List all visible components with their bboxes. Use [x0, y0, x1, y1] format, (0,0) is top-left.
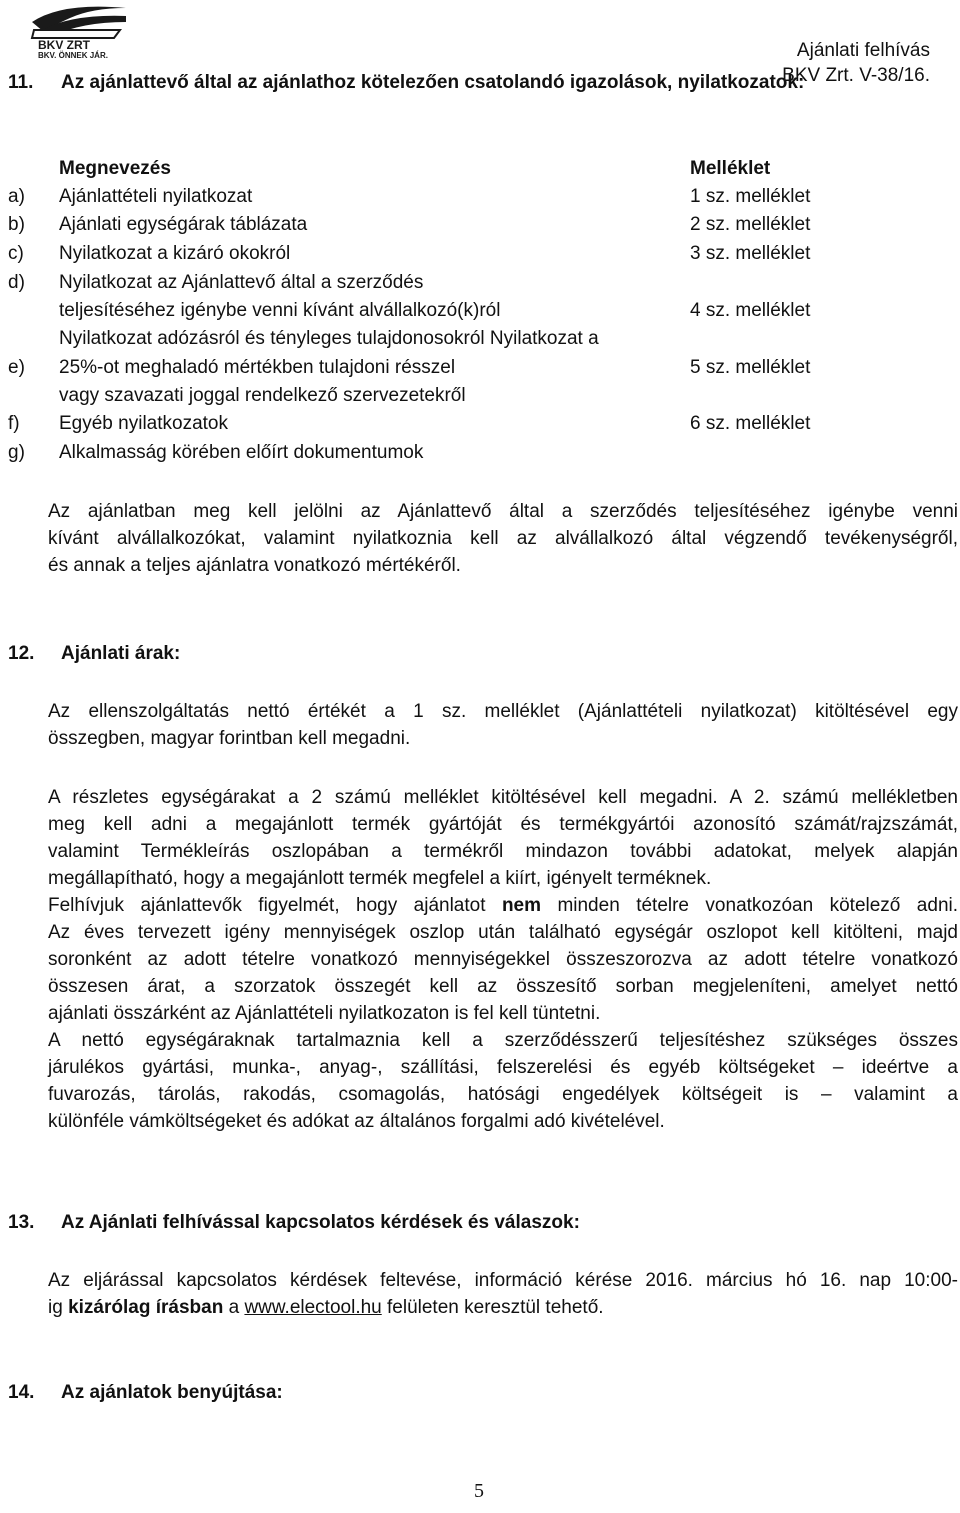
- section-13-paragraph: [48, 1267, 958, 1321]
- section-11-title: Az ajánlattevő által az ajánlathoz kötelezően csatolandó igazolások, nyilatkozatok:: [61, 72, 805, 93]
- emphasis-in-writing: kizárólag írásban: [68, 1297, 224, 1318]
- section-14-title: Az ajánlatok benyújtása:: [61, 1382, 283, 1403]
- row-attachment: 6 sz. melléklet: [690, 413, 811, 434]
- text-run: minden tételre vonatkozóan kötelező adni.: [541, 895, 959, 916]
- row-attachment: 4 sz. melléklet: [690, 300, 811, 321]
- text-line: ajánlati összárként az Ajánlattételi nyilatkozaton is fel kell tüntetni.: [48, 1003, 601, 1024]
- text-line: A részletes egységárakat a 2 számú melléklet kitöltésével kell megadni. A 2. számú mellékletben: [48, 787, 958, 808]
- column-header-attachment: Melléklet: [690, 158, 771, 179]
- text-line: és annak a teljes ajánlatra vonatkozó mértékéről.: [48, 555, 461, 576]
- section-11-note: [48, 498, 958, 579]
- row-letter: f): [8, 413, 20, 434]
- section-13-number: 13.: [8, 1212, 35, 1233]
- row-name-line: Nyilatkozat az Ajánlattevő által a szerződés: [59, 272, 424, 293]
- row-attachment: 1 sz. melléklet: [690, 186, 811, 207]
- row-name: Egyéb nyilatkozatok: [59, 413, 228, 434]
- text-line: A nettó egységáraknak tartalmaznia kell a szerződésszerű teljesítéshez szükséges összes: [48, 1030, 958, 1051]
- page-number: 5: [474, 1480, 484, 1502]
- logo-slogan: BKV. ÖNNEK JÁR.: [38, 51, 108, 60]
- row-letter: a): [8, 186, 25, 207]
- section-11-number: 11.: [8, 72, 34, 93]
- section-14-number: 14.: [8, 1382, 35, 1403]
- row-name: Nyilatkozat a kizáró okokról: [59, 243, 291, 264]
- row-letter: c): [8, 243, 24, 264]
- row-letter: b): [8, 214, 25, 235]
- electool-link[interactable]: www.electool.hu: [244, 1297, 382, 1318]
- doc-title: Ajánlati felhívás: [796, 40, 930, 61]
- row-name: Ajánlati egységárak táblázata: [59, 214, 308, 235]
- text-line: megállapítható, hogy a megajánlott termék megfelel a kiírt, igényelt terméknek.: [48, 868, 712, 889]
- row-attachment: 2 sz. melléklet: [690, 214, 811, 235]
- text-line: meg kell adni a megajánlott termék gyártóját és termékgyártói azonosító számát/rajzszámát,: [48, 814, 958, 835]
- row-name-line: teljesítéséhez igénybe venni kívánt alvállalkozó(k)ról: [59, 300, 501, 321]
- section-13-title: Az Ajánlati felhívással kapcsolatos kérdések és válaszok:: [61, 1212, 580, 1233]
- row-attachment: 5 sz. melléklet: [690, 357, 811, 378]
- text-line: járulékos gyártási, munka-, anyag-, szállítási, felszerelési és egyéb költségeket – ideértve a: [48, 1057, 958, 1078]
- row-name-line: Nyilatkozat adózásról és tényleges tulajdonosokról Nyilatkozat a: [59, 328, 599, 349]
- row-attachment: 3 sz. melléklet: [690, 243, 811, 264]
- text-run: ig: [48, 1297, 69, 1318]
- text-line: Az éves tervezett igény mennyiségek oszlop után található egységár oszlopot kell kitölteni, majd: [48, 922, 958, 943]
- logo-text: BKV ZRT: [38, 38, 90, 52]
- text-line: összegben, magyar forintban kell megadni.: [48, 728, 411, 749]
- text-line: valamint Termékleírás oszlopában a termékről mindazon további adatokat, melyek alapján: [48, 841, 958, 862]
- column-header-name: Megnevezés: [59, 158, 171, 179]
- text-line: fuvarozás, tárolás, rakodás, csomagolás, hatósági engedélyek költségeit is – valamint a: [48, 1084, 958, 1105]
- row-letter: g): [8, 442, 25, 463]
- row-letter: e): [8, 357, 25, 378]
- row-name-line: vagy szavazati joggal rendelkező szervezetekről: [59, 385, 466, 406]
- text-line: Az ellenszolgáltatás nettó értékét a 1 sz. melléklet (Ajánlattételi nyilatkozat) kitöltésével egy: [48, 701, 958, 722]
- text-line: kívánt alvállalkozókat, valamint nyilatkoznia kell az alvállalkozó által végzendő tevékenységről,: [48, 528, 958, 549]
- section-12-number: 12.: [8, 643, 35, 664]
- text-line: soronként az adott tételre vonatkozó mennyiségekkel összeszorozva az adott tételre vonatkozó: [48, 949, 958, 970]
- row-letter: d): [8, 272, 25, 293]
- text-line: [48, 892, 958, 919]
- text-line: Az ajánlatban meg kell jelölni az Ajánlattevő által a szerződés teljesítéséhez igénybe venni: [48, 501, 958, 522]
- row-name: Alkalmasság körében előírt dokumentumok: [59, 442, 424, 463]
- section-12-paragraph-2: [48, 784, 958, 1135]
- text-line: különféle vámköltségeket és adókat az általános forgalmi adó kivételével.: [48, 1111, 665, 1132]
- row-name-line: 25%-ot meghaladó mértékben tulajdoni résszel: [59, 357, 456, 378]
- row-name: Ajánlattételi nyilatkozat: [59, 186, 253, 207]
- text-line: Az eljárással kapcsolatos kérdések feltevése, információ kérése 2016. március hó 16. nap 10:00-: [48, 1270, 958, 1291]
- text-line: [48, 1294, 958, 1321]
- text-line: összesen árat, a szorzatok összegét kell az összesítő sorban megjeleníteni, amelyet nettó: [48, 976, 958, 997]
- emphasis-nem: nem: [501, 895, 542, 916]
- text-run: Felhívjuk ajánlattevők figyelmét, hogy ajánlatot: [48, 895, 502, 916]
- text-run: felületen keresztül tehető.: [381, 1297, 604, 1318]
- text-run: a: [223, 1297, 245, 1318]
- section-12-paragraph-1: [48, 698, 958, 752]
- doc-reference: BKV Zrt. V-38/16.: [782, 65, 930, 86]
- section-12-title: Ajánlati árak:: [61, 643, 181, 664]
